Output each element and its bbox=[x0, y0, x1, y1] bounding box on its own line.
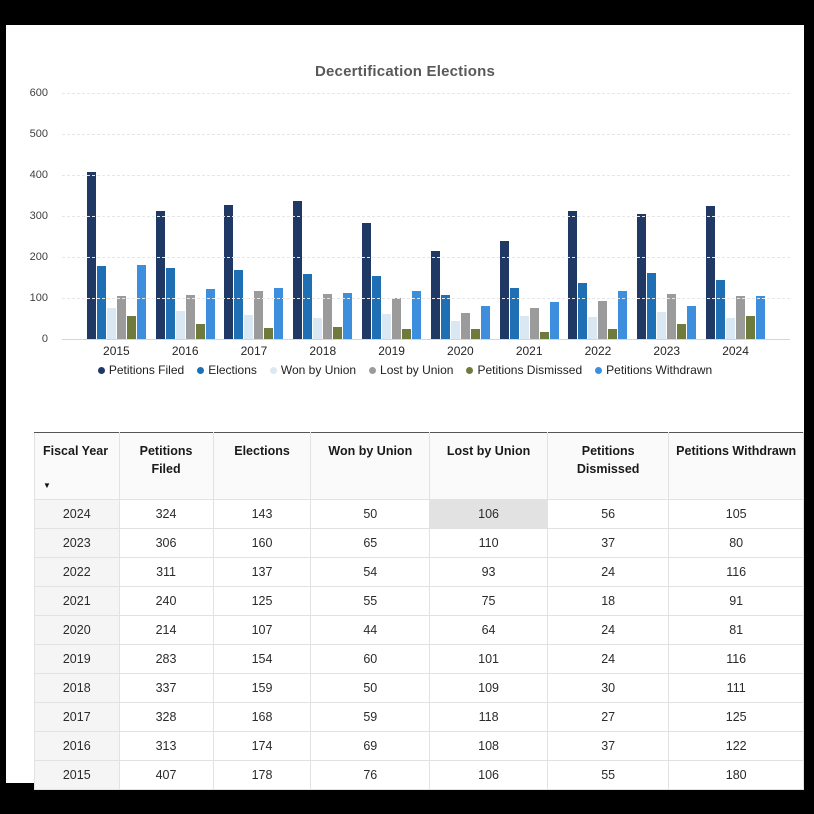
legend-item-petitions-filed[interactable] bbox=[98, 363, 184, 377]
legend-item-won-by-union[interactable] bbox=[270, 363, 356, 377]
bar-petitions-filed-2023[interactable] bbox=[637, 214, 646, 339]
legend-item-petitions-dismissed[interactable] bbox=[466, 363, 582, 377]
bar-petitions-withdrawn-2016[interactable] bbox=[206, 289, 215, 339]
x-axis bbox=[82, 344, 770, 360]
cell-lost-by-union-2015[interactable]: 106 bbox=[430, 761, 548, 790]
column-header-label: Lost by Union bbox=[446, 444, 531, 458]
cell-petitions-filed-2021[interactable]: 240 bbox=[119, 587, 213, 616]
bar-elections-2024[interactable] bbox=[716, 280, 725, 339]
cell-lost-by-union-2016[interactable]: 108 bbox=[430, 732, 548, 761]
bar-elections-2018[interactable] bbox=[303, 274, 312, 339]
cell-elections-2017[interactable]: 168 bbox=[213, 703, 311, 732]
cell-fiscal-year-2018[interactable]: 2018 bbox=[35, 674, 120, 703]
legend-marker-icon bbox=[595, 367, 602, 374]
column-header-petitions-dismissed[interactable] bbox=[547, 433, 668, 500]
cell-won-by-union-2019[interactable]: 60 bbox=[311, 645, 430, 674]
bar-won-by-union-2024[interactable] bbox=[726, 318, 735, 339]
cell-petitions-filed-2022[interactable]: 311 bbox=[119, 558, 213, 587]
cell-lost-by-union-2024[interactable]: 106 bbox=[430, 500, 548, 529]
column-header-label: Won by Union bbox=[328, 444, 413, 458]
cell-won-by-union-2020[interactable]: 44 bbox=[311, 616, 430, 645]
bar-petitions-dismissed-2019[interactable] bbox=[402, 329, 411, 339]
bar-won-by-union-2020[interactable] bbox=[451, 321, 460, 339]
y-axis-tick-label: 300 bbox=[29, 210, 48, 222]
cell-petitions-dismissed-2017[interactable]: 27 bbox=[547, 703, 668, 732]
column-header-elections[interactable] bbox=[213, 433, 311, 500]
y-axis-tick-label: 0 bbox=[41, 333, 48, 345]
bar-lost-by-union-2024[interactable] bbox=[736, 296, 745, 339]
cell-petitions-dismissed-2019[interactable]: 24 bbox=[547, 645, 668, 674]
cell-lost-by-union-2022[interactable]: 93 bbox=[430, 558, 548, 587]
bar-lost-by-union-2015[interactable] bbox=[117, 296, 126, 339]
legend-label: Petitions Withdrawn bbox=[606, 363, 713, 377]
column-header-label: Petitions Dismissed bbox=[576, 444, 640, 477]
cell-petitions-withdrawn-2019[interactable]: 116 bbox=[669, 645, 804, 674]
bar-petitions-dismissed-2023[interactable] bbox=[677, 324, 686, 339]
cell-petitions-withdrawn-2015[interactable]: 180 bbox=[669, 761, 804, 790]
cell-elections-2020[interactable]: 107 bbox=[213, 616, 311, 645]
x-axis-label-2024: 2024 bbox=[722, 344, 749, 358]
legend-item-petitions-withdrawn[interactable] bbox=[595, 363, 712, 377]
column-header-won-by-union[interactable] bbox=[311, 433, 430, 500]
cell-petitions-filed-2015[interactable]: 407 bbox=[119, 761, 213, 790]
sort-descending-icon: ▼ bbox=[43, 481, 51, 490]
y-axis-tick-label: 400 bbox=[29, 169, 48, 181]
cell-fiscal-year-2020[interactable]: 2020 bbox=[35, 616, 120, 645]
x-axis-label-2016: 2016 bbox=[171, 344, 199, 358]
x-axis-label-2021: 2021 bbox=[515, 344, 543, 358]
gridline bbox=[62, 257, 790, 258]
cell-fiscal-year-2023[interactable]: 2023 bbox=[35, 529, 120, 558]
cell-lost-by-union-2021[interactable]: 75 bbox=[430, 587, 548, 616]
y-axis-tick-label: 200 bbox=[29, 251, 48, 263]
x-axis-label-2022: 2022 bbox=[584, 344, 612, 358]
bar-petitions-filed-2019[interactable] bbox=[362, 223, 371, 339]
cell-elections-2022[interactable]: 137 bbox=[213, 558, 311, 587]
report-canvas bbox=[6, 25, 804, 783]
cell-petitions-dismissed-2016[interactable]: 37 bbox=[547, 732, 668, 761]
bar-lost-by-union-2022[interactable] bbox=[598, 301, 607, 339]
cell-fiscal-year-2019[interactable]: 2019 bbox=[35, 645, 120, 674]
y-axis-tick-label: 600 bbox=[29, 87, 48, 99]
cell-fiscal-year-2017[interactable]: 2017 bbox=[35, 703, 120, 732]
table-row-2017 bbox=[35, 703, 804, 732]
chart-legend bbox=[6, 363, 804, 377]
cell-elections-2023[interactable]: 160 bbox=[213, 529, 311, 558]
column-header-petitions-withdrawn[interactable] bbox=[669, 433, 804, 500]
legend-item-elections[interactable] bbox=[197, 363, 257, 377]
bar-petitions-withdrawn-2017[interactable] bbox=[274, 288, 283, 339]
cell-petitions-withdrawn-2018[interactable]: 111 bbox=[669, 674, 804, 703]
gridline bbox=[62, 339, 790, 340]
bar-lost-by-union-2018[interactable] bbox=[323, 294, 332, 339]
cell-fiscal-year-2021[interactable]: 2021 bbox=[35, 587, 120, 616]
cell-lost-by-union-2017[interactable]: 118 bbox=[430, 703, 548, 732]
cell-lost-by-union-2020[interactable]: 64 bbox=[430, 616, 548, 645]
bar-won-by-union-2016[interactable] bbox=[176, 311, 185, 339]
legend-marker-icon bbox=[197, 367, 204, 374]
bar-won-by-union-2017[interactable] bbox=[244, 315, 253, 339]
column-header-label: Petitions Filed bbox=[139, 444, 193, 477]
bar-petitions-filed-2015[interactable] bbox=[87, 172, 96, 339]
legend-marker-icon bbox=[369, 367, 376, 374]
cell-elections-2015[interactable]: 178 bbox=[213, 761, 311, 790]
data-table-container bbox=[34, 432, 804, 790]
cell-petitions-filed-2018[interactable]: 337 bbox=[119, 674, 213, 703]
bar-petitions-dismissed-2020[interactable] bbox=[471, 329, 480, 339]
bar-petitions-withdrawn-2018[interactable] bbox=[343, 293, 352, 339]
bar-elections-2023[interactable] bbox=[647, 273, 656, 339]
cell-won-by-union-2024[interactable]: 50 bbox=[311, 500, 430, 529]
table-row-2021 bbox=[35, 587, 804, 616]
x-axis-label-2018: 2018 bbox=[309, 344, 337, 358]
cell-elections-2016[interactable]: 174 bbox=[213, 732, 311, 761]
cell-fiscal-year-2016[interactable]: 2016 bbox=[35, 732, 120, 761]
chart-title: Decertification Elections bbox=[314, 63, 496, 80]
bar-petitions-filed-2021[interactable] bbox=[500, 241, 509, 339]
bar-elections-2020[interactable] bbox=[441, 295, 450, 339]
cell-elections-2019[interactable]: 154 bbox=[213, 645, 311, 674]
column-header-lost-by-union[interactable] bbox=[430, 433, 548, 500]
cell-petitions-withdrawn-2017[interactable]: 125 bbox=[669, 703, 804, 732]
bar-petitions-withdrawn-2020[interactable] bbox=[481, 306, 490, 339]
table-row-2022 bbox=[35, 558, 804, 587]
bar-won-by-union-2022[interactable] bbox=[588, 317, 597, 339]
cell-won-by-union-2016[interactable]: 69 bbox=[311, 732, 430, 761]
cell-petitions-withdrawn-2024[interactable]: 105 bbox=[669, 500, 804, 529]
legend-marker-icon bbox=[98, 367, 105, 374]
y-axis-tick-label: 500 bbox=[29, 128, 48, 140]
bar-petitions-filed-2016[interactable] bbox=[156, 211, 165, 339]
y-axis-tick-label: 100 bbox=[29, 292, 48, 304]
gridline bbox=[62, 175, 790, 176]
cell-petitions-dismissed-2024[interactable]: 56 bbox=[547, 500, 668, 529]
bar-petitions-filed-2018[interactable] bbox=[293, 201, 302, 339]
data-table bbox=[34, 432, 804, 790]
bar-petitions-filed-2024[interactable] bbox=[706, 206, 715, 339]
table-row-2024 bbox=[35, 500, 804, 529]
cell-elections-2021[interactable]: 125 bbox=[213, 587, 311, 616]
legend-label: Petitions Filed bbox=[108, 363, 185, 377]
table-row-2020 bbox=[35, 616, 804, 645]
cell-fiscal-year-2015[interactable]: 2015 bbox=[35, 761, 120, 790]
cell-lost-by-union-2019[interactable]: 101 bbox=[430, 645, 548, 674]
cell-petitions-filed-2017[interactable]: 328 bbox=[119, 703, 213, 732]
legend-label: Won by Union bbox=[280, 363, 357, 377]
bar-lost-by-union-2020[interactable] bbox=[461, 313, 470, 339]
column-header-label: Elections bbox=[234, 444, 290, 458]
bar-elections-2015[interactable] bbox=[97, 266, 106, 339]
gridline bbox=[62, 134, 790, 135]
legend-label: Petitions Dismissed bbox=[477, 363, 583, 377]
cell-petitions-withdrawn-2020[interactable]: 81 bbox=[669, 616, 804, 645]
column-header-label: Petitions Withdrawn bbox=[676, 444, 797, 458]
bar-petitions-withdrawn-2024[interactable] bbox=[756, 296, 765, 339]
cell-lost-by-union-2018[interactable]: 109 bbox=[430, 674, 548, 703]
cell-fiscal-year-2022[interactable]: 2022 bbox=[35, 558, 120, 587]
cell-petitions-withdrawn-2021[interactable]: 91 bbox=[669, 587, 804, 616]
cell-petitions-withdrawn-2022[interactable]: 116 bbox=[669, 558, 804, 587]
bar-elections-2022[interactable] bbox=[578, 283, 587, 339]
x-axis-label-2015: 2015 bbox=[103, 344, 130, 358]
cell-petitions-filed-2024[interactable]: 324 bbox=[119, 500, 213, 529]
table-row-2018 bbox=[35, 674, 804, 703]
cell-petitions-dismissed-2022[interactable]: 24 bbox=[547, 558, 668, 587]
cell-petitions-filed-2016[interactable]: 313 bbox=[119, 732, 213, 761]
bar-petitions-dismissed-2024[interactable] bbox=[746, 316, 755, 339]
gridline bbox=[62, 93, 790, 94]
cell-petitions-dismissed-2020[interactable]: 24 bbox=[547, 616, 668, 645]
column-header-label: Fiscal Year bbox=[43, 444, 109, 458]
bar-won-by-union-2019[interactable] bbox=[382, 314, 391, 339]
cell-elections-2024[interactable]: 143 bbox=[213, 500, 311, 529]
bar-chart-plot bbox=[62, 93, 790, 339]
table-row-2023 bbox=[35, 529, 804, 558]
gridline bbox=[62, 298, 790, 299]
cell-petitions-withdrawn-2016[interactable]: 122 bbox=[669, 732, 804, 761]
bar-won-by-union-2021[interactable] bbox=[520, 316, 529, 339]
cell-won-by-union-2021[interactable]: 55 bbox=[311, 587, 430, 616]
bar-lost-by-union-2021[interactable] bbox=[530, 308, 539, 339]
x-axis-label-2020: 2020 bbox=[447, 344, 474, 358]
cell-petitions-withdrawn-2023[interactable]: 80 bbox=[669, 529, 804, 558]
bar-petitions-dismissed-2016[interactable] bbox=[196, 324, 205, 339]
bar-petitions-withdrawn-2023[interactable] bbox=[687, 306, 696, 339]
bar-petitions-dismissed-2017[interactable] bbox=[264, 328, 273, 339]
bar-petitions-filed-2020[interactable] bbox=[431, 251, 440, 339]
cell-petitions-dismissed-2018[interactable]: 30 bbox=[547, 674, 668, 703]
cell-petitions-filed-2023[interactable]: 306 bbox=[119, 529, 213, 558]
table-row-2019 bbox=[35, 645, 804, 674]
legend-label: Lost by Union bbox=[380, 363, 454, 377]
bar-petitions-filed-2017[interactable] bbox=[224, 205, 233, 339]
bar-petitions-dismissed-2018[interactable] bbox=[333, 327, 342, 339]
bar-won-by-union-2023[interactable] bbox=[657, 312, 666, 339]
table-row-2015 bbox=[35, 761, 804, 790]
cell-won-by-union-2017[interactable]: 59 bbox=[311, 703, 430, 732]
cell-petitions-dismissed-2021[interactable]: 18 bbox=[547, 587, 668, 616]
x-axis-label-2019: 2019 bbox=[378, 344, 405, 358]
bar-petitions-withdrawn-2015[interactable] bbox=[137, 265, 146, 339]
cell-won-by-union-2018[interactable]: 50 bbox=[311, 674, 430, 703]
bar-elections-2019[interactable] bbox=[372, 276, 381, 339]
column-header-fiscal-year[interactable] bbox=[35, 433, 120, 500]
legend-label: Elections bbox=[208, 363, 257, 377]
legend-marker-icon bbox=[466, 367, 473, 374]
bar-lost-by-union-2016[interactable] bbox=[186, 295, 195, 339]
cell-won-by-union-2023[interactable]: 65 bbox=[311, 529, 430, 558]
bar-elections-2016[interactable] bbox=[166, 268, 175, 339]
cell-petitions-filed-2019[interactable]: 283 bbox=[119, 645, 213, 674]
bar-lost-by-union-2023[interactable] bbox=[667, 294, 676, 339]
cell-petitions-dismissed-2015[interactable]: 55 bbox=[547, 761, 668, 790]
bar-won-by-union-2018[interactable] bbox=[313, 318, 322, 339]
cell-lost-by-union-2023[interactable]: 110 bbox=[430, 529, 548, 558]
bar-won-by-union-2015[interactable] bbox=[107, 308, 116, 339]
legend-marker-icon bbox=[270, 367, 277, 374]
x-axis-label-2023: 2023 bbox=[653, 344, 681, 358]
bar-petitions-dismissed-2022[interactable] bbox=[608, 329, 617, 339]
legend-item-lost-by-union[interactable] bbox=[369, 363, 453, 377]
cell-elections-2018[interactable]: 159 bbox=[213, 674, 311, 703]
cell-fiscal-year-2024[interactable]: 2024 bbox=[35, 500, 120, 529]
bar-elections-2017[interactable] bbox=[234, 270, 243, 339]
bar-petitions-dismissed-2015[interactable] bbox=[127, 316, 136, 339]
y-axis bbox=[6, 87, 54, 345]
column-header-petitions-filed[interactable] bbox=[119, 433, 213, 500]
gridline bbox=[62, 216, 790, 217]
bar-lost-by-union-2019[interactable] bbox=[392, 298, 401, 339]
x-axis-label-2017: 2017 bbox=[240, 344, 268, 358]
cell-petitions-dismissed-2023[interactable]: 37 bbox=[547, 529, 668, 558]
bar-petitions-dismissed-2021[interactable] bbox=[540, 332, 549, 339]
bar-petitions-withdrawn-2021[interactable] bbox=[550, 302, 559, 339]
bar-elections-2021[interactable] bbox=[510, 288, 519, 339]
table-row-2016 bbox=[35, 732, 804, 761]
cell-won-by-union-2015[interactable]: 76 bbox=[311, 761, 430, 790]
cell-petitions-filed-2020[interactable]: 214 bbox=[119, 616, 213, 645]
bar-petitions-filed-2022[interactable] bbox=[568, 211, 577, 339]
cell-won-by-union-2022[interactable]: 54 bbox=[311, 558, 430, 587]
